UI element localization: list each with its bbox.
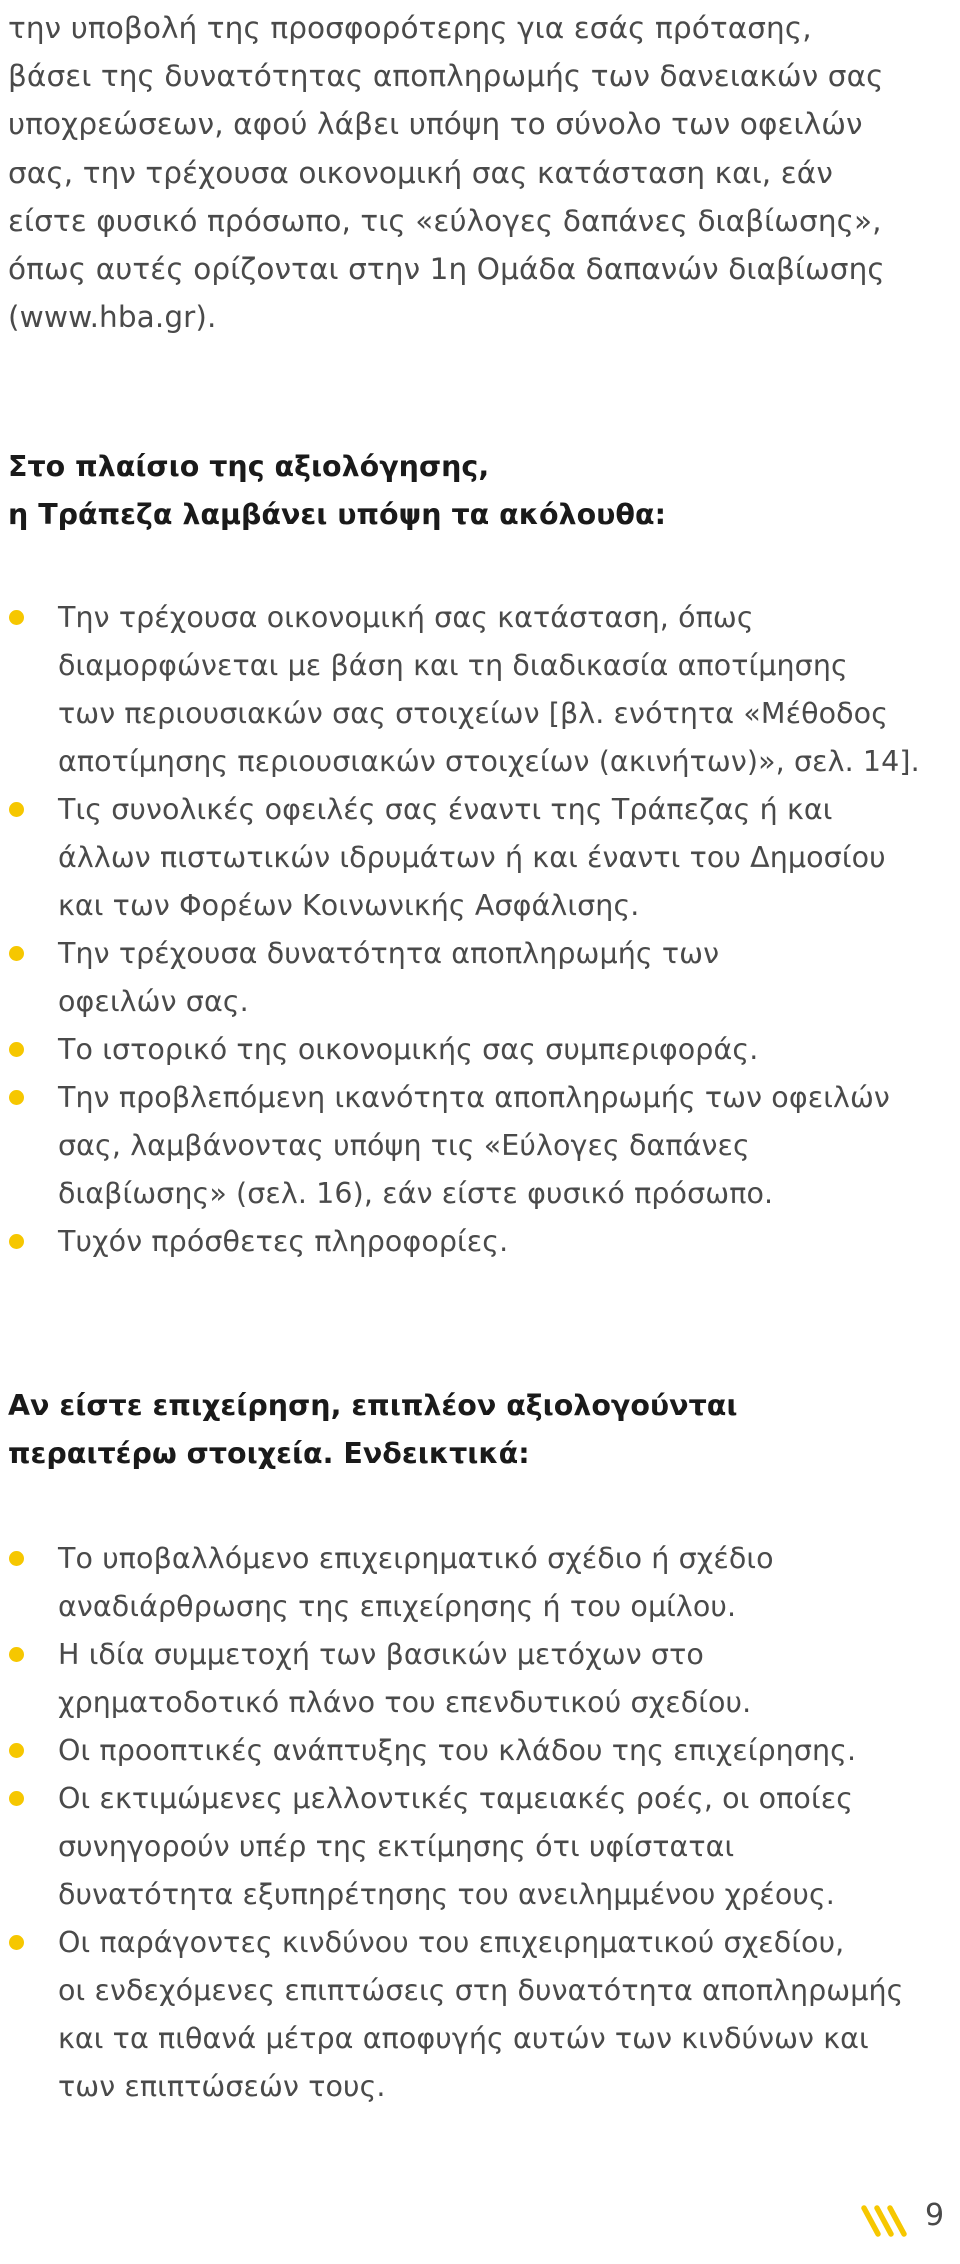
bullet-dot-icon	[9, 1743, 24, 1758]
list-item-line: Τις συνολικές οφειλές σας έναντι της Τράπεζας ή και	[58, 793, 833, 826]
diagonal-stripes-icon	[860, 2196, 916, 2240]
heading-line: Αν είστε επιχείρηση, επιπλέον αξιολογούνται	[8, 1389, 738, 1422]
list-item	[8, 1535, 958, 1631]
bullet-dot-icon	[9, 1234, 24, 1249]
intro-line: σας, την τρέχουσα οικονομική σας κατάσταση και, εάν	[8, 155, 833, 190]
list-item-line: Την τρέχουσα οικονομική σας κατάσταση, όπως	[58, 601, 754, 634]
list-item-line: Την τρέχουσα δυνατότητα αποπληρωμής των	[58, 937, 720, 970]
page-number: 9	[925, 2198, 945, 2233]
bullet-dot-icon	[9, 1791, 24, 1806]
intro-line: όπως αυτές ορίζονται στην 1η Ομάδα δαπανών διαβίωσης	[8, 252, 885, 287]
list-item-line: δυνατότητα εξυπηρέτησης του ανειλημμένου χρέους.	[58, 1878, 835, 1911]
list-item-line: και των Φορέων Κοινωνικής Ασφάλισης.	[58, 889, 640, 922]
list-item-line: Οι εκτιμώμενες μελλοντικές ταμειακές ροές, οι οποίες	[58, 1782, 854, 1815]
bullet-dot-icon	[9, 946, 24, 961]
list-item-line: άλλων πιστωτικών ιδρυμάτων ή και έναντι του Δημοσίου	[58, 841, 886, 874]
heading-line: η Τράπεζα λαμβάνει υπόψη τα ακόλουθα:	[8, 498, 666, 531]
list-item	[8, 1775, 958, 1919]
list-item	[8, 930, 958, 1026]
intro-line: είστε φυσικό πρόσωπο, τις «εύλογες δαπάνες διαβίωσης»,	[8, 203, 882, 238]
bullet-dot-icon	[9, 610, 24, 625]
list-item	[8, 594, 958, 786]
intro-paragraph	[8, 4, 953, 341]
bullet-dot-icon	[9, 1090, 24, 1105]
intro-line: (www.hba.gr).	[8, 300, 217, 335]
list-item	[8, 1727, 958, 1775]
list-item-line: και τα πιθανά μέτρα αποφυγής αυτών των κινδύνων και	[58, 2022, 869, 2055]
list-item-line: των περιουσιακών σας στοιχείων [βλ. ενότητα «Μέθοδος	[58, 697, 889, 730]
list-item-line: αναδιάρθρωσης της επιχείρησης ή του ομίλου.	[58, 1590, 737, 1623]
list-item	[8, 1074, 958, 1218]
bullet-dot-icon	[9, 1042, 24, 1057]
list-item-line: Τυχόν πρόσθετες πληροφορίες.	[58, 1225, 509, 1258]
business-heading	[8, 1382, 953, 1478]
list-item-line: Οι προοπτικές ανάπτυξης του κλάδου της επιχείρησης.	[58, 1734, 857, 1767]
list-item-line: Οι παράγοντες κινδύνου του επιχειρηματικού σχεδίου,	[58, 1926, 845, 1959]
list-item-line: Την προβλεπόμενη ικανότητα αποπληρωμής των οφειλών	[58, 1081, 890, 1114]
intro-line: την υποβολή της προσφορότερης για εσάς πρότασης,	[8, 11, 812, 45]
list-item	[8, 1631, 958, 1727]
list-item-line: Το ιστορικό της οικονομικής σας συμπεριφοράς.	[58, 1033, 759, 1066]
list-item	[8, 1026, 958, 1074]
list-item-line: χρηματοδοτικό πλάνο του επενδυτικού σχεδίου.	[58, 1686, 752, 1719]
business-criteria-list	[8, 1535, 958, 2111]
bullet-dot-icon	[9, 1551, 24, 1566]
bullet-dot-icon	[9, 802, 24, 817]
list-item	[8, 1919, 958, 2111]
list-item-line: οφειλών σας.	[58, 985, 249, 1018]
list-item-line: διαβίωσης» (σελ. 16), εάν είστε φυσικό πρόσωπο.	[58, 1177, 774, 1210]
evaluation-criteria-list	[8, 594, 958, 1266]
bullet-dot-icon	[9, 1647, 24, 1662]
list-item-line: οι ενδεχόμενες επιπτώσεις στη δυνατότητα αποπληρωμής	[58, 1974, 904, 2007]
list-item-line: διαμορφώνεται με βάση και τη διαδικασία αποτίμησης	[58, 649, 848, 682]
list-item	[8, 786, 958, 930]
heading-line: περαιτέρω στοιχεία. Ενδεικτικά:	[8, 1437, 530, 1470]
bullet-dot-icon	[9, 1935, 24, 1950]
list-item-line: Το υποβαλλόμενο επιχειρηματικό σχέδιο ή σχέδιο	[58, 1542, 774, 1575]
heading-line: Στο πλαίσιο της αξιολόγησης,	[8, 450, 490, 483]
list-item-line: σας, λαμβάνοντας υπόψη τις «Εύλογες δαπάνες	[58, 1129, 750, 1162]
list-item-line: των επιπτώσεών τους.	[58, 2070, 386, 2103]
list-item-line: συνηγορούν υπέρ της εκτίμησης ότι υφίσταται	[58, 1830, 735, 1863]
intro-line: βάσει της δυνατότητας αποπληρωμής των δανειακών σας	[8, 59, 884, 94]
list-item-line: αποτίμησης περιουσιακών στοιχείων (ακινήτων)», σελ. 14].	[58, 745, 920, 778]
list-item	[8, 1218, 958, 1266]
intro-line: υποχρεώσεων, αφού λάβει υπόψη το σύνολο των οφειλών	[8, 107, 863, 142]
list-item-line: Η ιδία συμμετοχή των βασικών μετόχων στο	[58, 1638, 704, 1671]
evaluation-heading	[8, 443, 953, 539]
